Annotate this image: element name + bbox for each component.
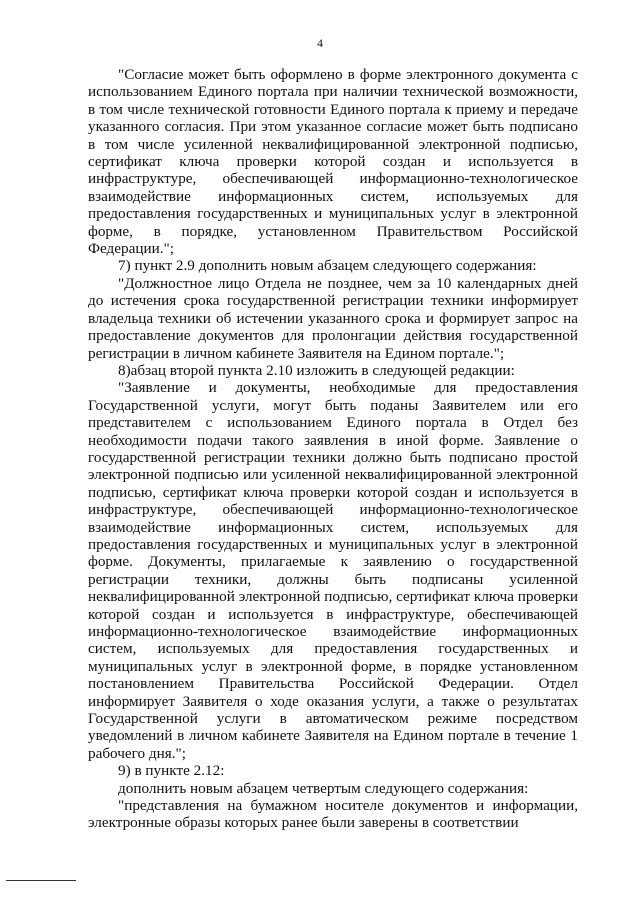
paragraph-item-9: 9) в пункте 2.12:: [118, 762, 225, 780]
paragraph-item-8: 8)абзац второй пункта 2.10 изложить в следующей редакции:: [118, 361, 515, 379]
page-number: 4: [317, 36, 323, 50]
document-body: [88, 66, 578, 832]
paragraph-add-fourth-paragraph: дополнить новым абзацем четвертым следующего содержания:: [118, 779, 529, 797]
paragraph-application-documents: "Заявление и документы, необходимые для предоставления Государственной услуги, могут быть поданы Заявителем или его представителем с использованием Единого портала в Отдел без необходимости подачи такого заявления в иной форме. Заявление о государственной регистрации техники должно быть подписано простой электронной подписью или усиленной неквалифицированной электронной подписью, сертификат ключа проверки которой создан и используется в инфраструктуре, обеспечивающей информационно-технологическое взаимодействие информационных систем, используемых для предоставления государственных и муниципальных услуг в электронной форме. Документы, прилагаемые к заявлению о государственной регистрации техники, должны быть подписаны усиленной неквалифицированной электронной подписью, сертификат ключа проверки которой создан и используется в инфраструктуре, обеспечивающей информационно-технологическое взаимодействие информационных систем, используемых для предоставления государственных и муниципальных услуг в электронной форме, в порядке установленном постановлением Правительства Российской Федерации. Отдел информирует Заявителя о ходе оказания услуги, а также о результатах Государственной услуги в автоматическом режиме посредством уведомлений в личном кабинете Заявителя на Едином портале в течение 1 рабочего дня.";: [88, 379, 578, 762]
paragraph-consent-form: "Согласие может быть оформлено в форме электронного документа с использованием Единого портала при наличии технической возможности, в том числе технической готовности Единого портала к приему и передаче указанного согласия. При этом указанное согласие может быть подписано в том числе усиленной неквалифицированной электронной подписью, сертификат ключа проверки которой создан и используется в инфраструктуре, обеспечивающей информационно-технологическое взаимодействие информационных систем, используемых для предоставления государственных и муниципальных услуг в электронной форме, в порядке, установленном Правительством Российской Федерации.";: [88, 66, 578, 258]
paragraph-official-notice: "Должностное лицо Отдела не позднее, чем за 10 календарных дней до истечения срока государственной регистрации техники информирует владельца техники об истечении указанного срока и формирует запрос на предоставление документов для пролонгации действия государственной регистрации в личном кабинете Заявителя на Едином портале.";: [88, 274, 578, 362]
paragraph-paper-documents: "представления на бумажном носителе документов и информации, электронные образы которых ранее были заверены в соответствии: [88, 797, 578, 832]
paragraph-item-7: 7) пункт 2.9 дополнить новым абзацем следующего содержания:: [118, 257, 537, 275]
footer-divider: [6, 880, 76, 881]
